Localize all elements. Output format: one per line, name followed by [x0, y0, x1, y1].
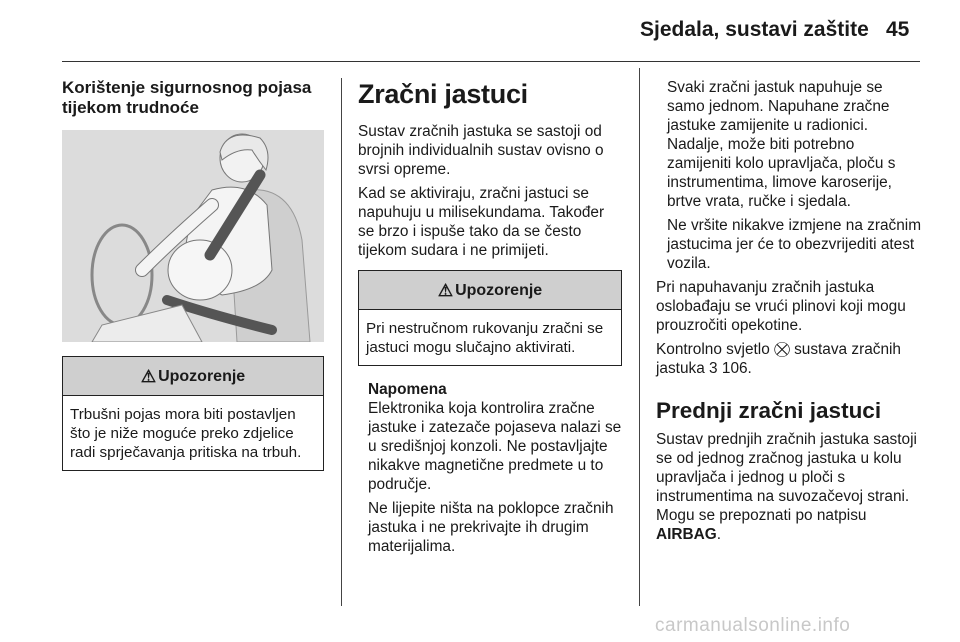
warning-text: Pri nestručnom rukovanju zračni se jastuci mogu slučajno aktivirati. — [366, 320, 604, 356]
control-light-text: Kontrolno svjetlo — [656, 341, 770, 358]
watermark: carmanualsonline.info — [655, 615, 851, 636]
airbag-activation-paragraph: Kad se aktiviraju, zračni jastuci se napuhuju u milisekundama. Također se brzo i ispuše tako da se često tijekom sudara i ne primijeti. — [358, 185, 605, 259]
header-rule — [62, 61, 920, 62]
airbag-system-paragraph: Sustav zračnih jastuka se sastoji od brojnih individualnih sustav ovisno o svrsi opreme. — [358, 123, 604, 178]
sentence-end: . — [716, 526, 721, 543]
airbag-warning-box — [358, 270, 622, 366]
header-title: Sjedala, sustavi zaštite — [640, 18, 869, 41]
airbag-warning-light-icon: ⛒ — [774, 341, 790, 358]
warning-header — [359, 271, 621, 310]
pregnancy-belt-heading: Korištenje sigurnosnog pojasa tijekom trudnoće — [62, 78, 312, 117]
column-1 — [62, 78, 324, 471]
warning-header — [63, 357, 323, 396]
hot-gases-paragraph: Pri napuhavanju zračnih jastuka oslobađaju se vrući plinovi koji mogu prouzročiti opekotine. — [656, 279, 906, 334]
control-light-text-2: sustava zračnih jastuka — [656, 341, 901, 377]
page-reference-link[interactable]: 3 106. — [709, 360, 752, 377]
warning-icon: ⚠ — [140, 366, 157, 386]
airbags-heading: Zračni jastuci — [358, 79, 528, 109]
column-divider-right — [639, 68, 640, 606]
airbag-inflates-once-paragraph: Svaki zračni jastuk napuhuje se samo jednom. Napuhane zračne jastuke zamijenite u radionici. Nadalje, može biti potrebno zamijeniti kolo upravljača, ploču s instrumentima, limove karoserije, brtve vrata, ručke i sjedala. — [667, 79, 896, 210]
warning-text: Trbušni pojas mora biti postavljen što je niže moguće preko zdjelice radi sprječavanja pritiska na trbuh. — [70, 406, 302, 461]
column-3 — [656, 78, 922, 549]
page-number: 45 — [886, 18, 910, 41]
warning-title: Upozorenje — [158, 367, 246, 385]
front-airbags-heading: Prednji zračni jastuci — [656, 398, 882, 423]
column-2 — [358, 78, 622, 561]
note-block — [358, 380, 622, 556]
column-divider-left — [341, 78, 342, 606]
note-title: Napomena — [368, 381, 447, 398]
no-modifications-paragraph: Ne vršite nikakve izmjene na zračnim jastucima jer će to obezvrijediti atest vozila. — [667, 217, 922, 272]
pregnancy-warning-box — [62, 356, 324, 471]
airbag-label: AIRBAG — [656, 526, 717, 543]
warning-title: Upozorenje — [455, 281, 543, 299]
note-paragraph-1: Elektronika koja kontrolira zračne jastuke i zatezače pojaseva nalazi se u središnjoj konzoli. Ne postavljajte nikakve magnetične predmete u to područje. — [368, 400, 622, 493]
control-light-paragraph — [656, 340, 922, 378]
indented-block — [656, 78, 922, 273]
front-airbags-text: Sustav prednjih zračnih jastuka sastoji se od jednog zračnog jastuka u kolu upravljača i jednog u ploči s instrumentima na suvozačevoj strani. Mogu se prepoznati po natpisu — [656, 431, 917, 524]
front-airbags-paragraph — [656, 430, 922, 544]
note-paragraph-2: Ne lijepite ništa na poklopce zračnih jastuka i ne prekrivajte ih drugim materijalima. — [368, 500, 614, 555]
pregnant-woman-seatbelt-illustration — [62, 130, 324, 342]
warning-icon: ⚠ — [437, 280, 454, 300]
